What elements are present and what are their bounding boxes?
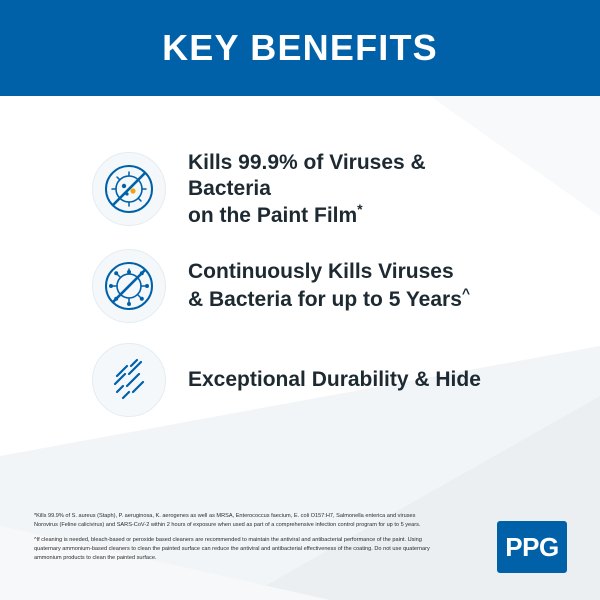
legal-paragraph-2: ^If cleaning is needed, bleach-based or peroxide based cleaners are recommended to maintain the antiviral and antibacterial performance of the paint. Using quaternary ammonium-based cleaners to clean the painted surface can reduce the antiviral and antibacterial effectiveness of the coating. Do not use quaternary ammonium products to clean the painted surface. [34,537,430,562]
benefit-line-2: & Bacteria for up to 5 Years [188,287,462,311]
benefit-text [188,367,481,393]
benefit-line-1: Continuously Kills Viruses [188,260,454,284]
benefits-list [0,150,600,437]
virus-no-symbol-icon [92,152,166,226]
legal-footnotes [34,512,434,569]
benefit-line-2: on the Paint Film [188,204,358,228]
benefit-line-1: Kills 99.9% of Viruses & Bacteria [188,151,426,200]
durability-brush-strokes-icon [92,343,166,417]
page-title: KEY BENEFITS [162,27,438,68]
benefit-line-1: Exceptional Durability & Hide [188,368,481,392]
virus-slash-icon [92,249,166,323]
benefit-text [188,150,508,229]
ppg-logo [497,521,567,573]
benefit-row [0,249,600,323]
benefit-text [188,259,470,312]
benefit-row [0,343,600,417]
benefit-row [0,150,600,229]
header-banner [0,0,600,96]
benefit-footnote-marker: * [357,201,363,218]
benefit-footnote-marker: ^ [461,284,471,301]
ppg-logo-text: PPG [505,532,559,562]
legal-paragraph-1: *Kills 99.9% of S. aureus (Staph), P. aeruginosa, K. aerogenes as well as MRSA, Enterococcus faecium, E. coli O157:H7, Salmonella enterica and viruses Norovirus (Feline calicivirus) and SARS-CoV-2 within 2 hours of exposure when used as part of a comprehensive infection control program for up to 5 years. [34,513,421,529]
